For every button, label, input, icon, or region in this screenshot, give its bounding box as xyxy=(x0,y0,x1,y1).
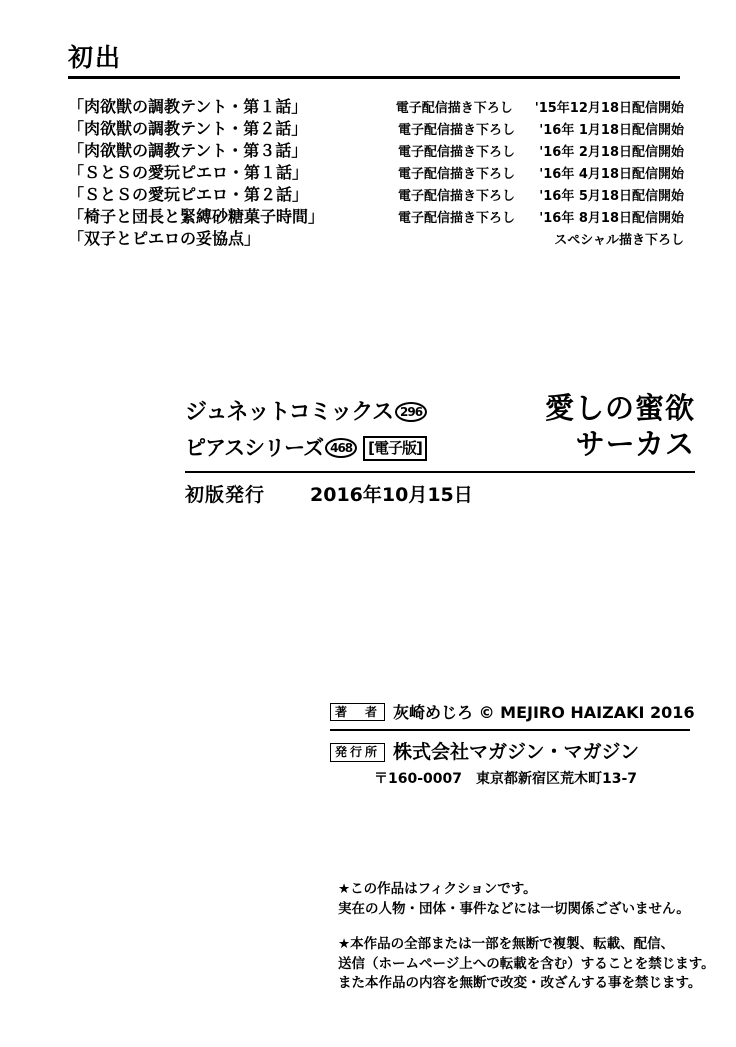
copyright-notice-line2: 送信（ホームページ上への転載を含む）することを禁じます。 xyxy=(338,955,715,972)
fiction-notice xyxy=(338,880,708,919)
publisher-label: 発行所 xyxy=(330,743,385,761)
list-item xyxy=(68,138,684,160)
subseries-line xyxy=(185,435,455,463)
entry-kind: 電子配信描き下ろし xyxy=(395,101,513,116)
entry-kind: 電子配信描き下ろし xyxy=(398,211,516,226)
entry-date: スペシャル描き下ろし xyxy=(554,233,684,248)
entry-title: 「肉欲獣の調教テント・第２話」 xyxy=(68,119,308,138)
fiction-notice-line1: ★この作品はフィクションです。 xyxy=(338,881,537,897)
subseries-label: ピアスシリーズ xyxy=(185,435,324,460)
author-label: 著 者 xyxy=(330,703,385,721)
imprint-divider xyxy=(185,471,695,473)
list-item xyxy=(68,94,684,116)
series-line xyxy=(185,399,455,427)
entry-kind: 電子配信描き下ろし xyxy=(398,167,516,182)
series-label: ジュネットコミックス xyxy=(185,400,394,426)
entry-kind: 電子配信描き下ろし xyxy=(398,123,516,138)
imprint-top-row xyxy=(185,390,695,463)
list-item xyxy=(68,204,684,226)
entry-title: 「椅子と団長と緊縛砂糖菓子時間」 xyxy=(68,207,325,226)
entry-title: 「双子とピエロの妥協点」 xyxy=(68,229,261,248)
fiction-notice-line2: 実在の人物・団体・事件などには一切関係ございません。 xyxy=(338,900,690,917)
list-item xyxy=(68,182,684,204)
series-number-badge: 296 xyxy=(395,402,427,422)
entry-title: 「ＳとＳの愛玩ピエロ・第１話」 xyxy=(68,163,309,182)
publisher-value: 株式会社マガジン・マガジン xyxy=(393,741,640,764)
book-title-line2: サーカス xyxy=(575,427,695,462)
entry-date: '16年 2月18日配信開始 xyxy=(539,145,684,160)
publication-label: 初版発行 xyxy=(185,483,266,506)
notices-block xyxy=(338,880,715,994)
entry-date: '16年 5月18日配信開始 xyxy=(539,189,684,204)
edition-tag: [電子版] xyxy=(363,436,427,461)
publisher-row xyxy=(330,737,690,764)
entry-kind: 電子配信描き下ろし xyxy=(398,189,516,204)
first-publication-list xyxy=(68,94,684,248)
author-row xyxy=(330,700,695,723)
book-title xyxy=(470,390,695,463)
entry-date: '16年 4月18日配信開始 xyxy=(539,167,684,182)
series-info xyxy=(185,399,455,462)
publication-date: 2016年10月15日 xyxy=(310,483,473,506)
entry-date: '16年 8月18日配信開始 xyxy=(539,211,684,226)
credits-block xyxy=(330,700,695,788)
section-title: 初出 xyxy=(68,43,123,72)
publication-date-row xyxy=(185,480,695,507)
entry-title: 「肉欲獣の調教テント・第３話」 xyxy=(68,141,308,160)
entry-kind: 電子配信描き下ろし xyxy=(398,145,516,160)
entry-title: 「ＳとＳの愛玩ピエロ・第２話」 xyxy=(68,185,309,204)
entry-title: 「肉欲獣の調教テント・第１話」 xyxy=(68,97,308,116)
list-item xyxy=(68,116,684,138)
entry-date: '15年12月18日配信開始 xyxy=(534,101,684,116)
copyright-notice-line3: また本作品の内容を無断で改変・改ざんする事を禁じます。 xyxy=(338,975,702,992)
entry-date: '16年 1月18日配信開始 xyxy=(539,123,684,138)
subseries-number-badge: 468 xyxy=(325,438,357,458)
list-item xyxy=(68,160,684,182)
header-divider xyxy=(68,76,680,79)
author-value: 灰崎めじろ © MEJIRO HAIZAKI 2016 xyxy=(393,703,695,722)
copyright-notice-line1: ★本作品の全部または一部を無断で複製、転載、配信、 xyxy=(338,936,675,953)
book-title-line1: 愛しの蜜欲 xyxy=(544,391,695,425)
imprint-block xyxy=(185,390,695,507)
first-publication-header xyxy=(68,44,668,79)
list-item xyxy=(68,226,684,248)
credits-divider xyxy=(330,729,690,731)
publisher-address: 〒160-0007 東京都新宿区荒木町13-7 xyxy=(374,771,638,788)
copyright-notice xyxy=(338,935,715,994)
